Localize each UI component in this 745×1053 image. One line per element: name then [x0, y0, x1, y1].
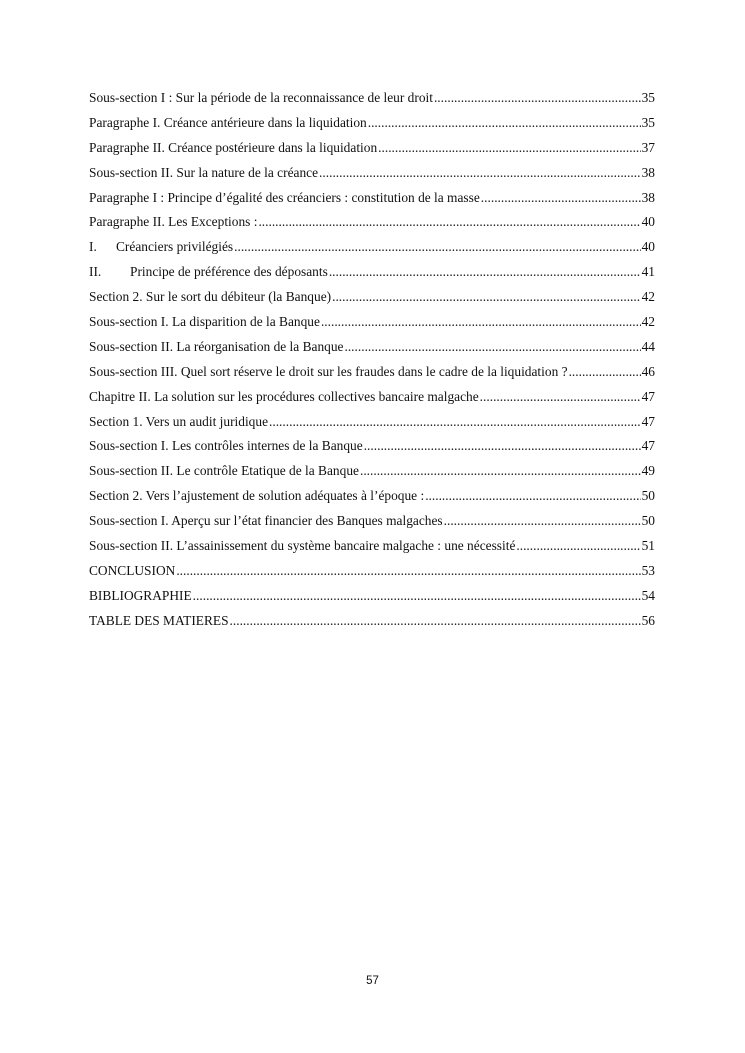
toc-entry-page: 50 — [641, 513, 655, 529]
toc-entry[interactable] — [89, 586, 655, 611]
toc-leader-dots — [230, 611, 641, 631]
toc-entry[interactable] — [89, 237, 655, 262]
toc-entry-label: Sous-section II. Sur la nature de la créance — [89, 164, 319, 180]
toc-entry-label: Paragraphe II. Créance postérieure dans la liquidation — [89, 139, 378, 155]
toc-entry-page: 49 — [641, 463, 655, 479]
toc-entry-page: 47 — [641, 413, 655, 429]
toc-entry-page: 35 — [641, 114, 655, 130]
toc-entry[interactable] — [89, 88, 655, 113]
toc-leader-dots — [193, 586, 641, 606]
toc-entry-page: 56 — [641, 612, 655, 628]
toc-entry-page: 38 — [641, 164, 655, 180]
toc-entry[interactable] — [89, 436, 655, 461]
toc-entry-label: Section 2. Vers l’ajustement de solution adéquates à l’époque : — [89, 488, 425, 504]
toc-entry-page: 40 — [641, 239, 655, 255]
toc-entry[interactable] — [89, 287, 655, 312]
toc-leader-dots — [364, 436, 641, 456]
toc-entry-numeral: II. — [89, 264, 102, 280]
toc-leader-dots — [425, 486, 640, 506]
toc-entry[interactable] — [89, 387, 655, 412]
toc-entry-page: 47 — [641, 388, 655, 404]
toc-entry-label-group — [89, 262, 328, 282]
toc-entry-page: 54 — [641, 587, 655, 603]
toc-entry-label: Paragraphe II. Les Exceptions : — [89, 214, 258, 230]
toc-entry-label-group — [89, 237, 233, 257]
toc-entry[interactable] — [89, 113, 655, 138]
toc-leader-dots — [258, 212, 640, 232]
toc-leader-dots — [569, 362, 641, 382]
toc-entry-page: 42 — [641, 289, 655, 305]
toc-leader-dots — [321, 312, 641, 332]
toc-leader-dots — [444, 511, 641, 531]
toc-entry-page: 46 — [641, 363, 655, 379]
toc-entry-label: Sous-section I. Les contrôles internes de la Banque — [89, 438, 363, 454]
toc-entry-page: 44 — [641, 338, 655, 354]
toc-entry-page: 42 — [641, 314, 655, 330]
toc-entry[interactable] — [89, 511, 655, 536]
toc-entry-page: 41 — [641, 264, 655, 280]
toc-leader-dots — [176, 561, 640, 581]
toc-entry[interactable] — [89, 486, 655, 511]
toc-leader-dots — [360, 461, 641, 481]
toc-leader-dots — [329, 262, 641, 282]
toc-entry[interactable] — [89, 536, 655, 561]
toc-entry-label: CONCLUSION — [89, 562, 176, 578]
toc-entry-label: BIBLIOGRAPHIE — [89, 587, 192, 603]
toc-entry[interactable] — [89, 138, 655, 163]
toc-entry[interactable] — [89, 611, 655, 636]
toc-entry-page: 47 — [641, 438, 655, 454]
toc-entry-page: 53 — [641, 562, 655, 578]
toc-leader-dots — [234, 237, 640, 257]
toc-entry-label: Chapitre II. La solution sur les procédures collectives bancaire malgache — [89, 388, 479, 404]
toc-entry-label: Section 2. Sur le sort du débiteur (la Banque) — [89, 289, 332, 305]
toc-entry-label: Sous-section I. Aperçu sur l’état financier des Banques malgaches — [89, 513, 443, 529]
toc-entry[interactable] — [89, 212, 655, 237]
toc-entry-numeral: I. — [89, 239, 97, 255]
toc-entry[interactable] — [89, 312, 655, 337]
toc-entry-label: Sous-section III. Quel sort réserve le droit sur les fraudes dans le cadre de la liquidation ? — [89, 363, 568, 379]
toc-entry-label: Sous-section II. Le contrôle Etatique de la Banque — [89, 463, 359, 479]
toc-entry-label: Créanciers privilégiés — [116, 239, 234, 255]
toc-entry-label: Paragraphe I. Créance antérieure dans la liquidation — [89, 114, 367, 130]
toc-leader-dots — [378, 138, 640, 158]
toc-entry-page: 51 — [641, 538, 655, 554]
toc-entry[interactable] — [89, 163, 655, 188]
toc-entry[interactable] — [89, 412, 655, 437]
toc-entry-label: Principe de préférence des déposants — [130, 264, 328, 280]
toc-leader-dots — [368, 113, 641, 133]
toc-entry-page: 37 — [641, 139, 655, 155]
toc-entry-label: TABLE DES MATIERES — [89, 612, 229, 628]
toc-entry-page: 35 — [641, 90, 655, 105]
toc-leader-dots — [269, 412, 641, 432]
toc-entry-label: Section 1. Vers un audit juridique — [89, 413, 269, 429]
page-number: 57 — [366, 975, 379, 987]
toc-entry-label: Sous-section I : Sur la période de la reconnaissance de leur droit — [89, 90, 433, 105]
toc-leader-dots — [332, 287, 641, 307]
toc-entry[interactable] — [89, 461, 655, 486]
toc-leader-dots — [319, 163, 641, 183]
toc-entry[interactable] — [89, 188, 655, 213]
toc-entry[interactable] — [89, 561, 655, 586]
toc-entry-page: 40 — [641, 214, 655, 230]
toc-entry[interactable] — [89, 362, 655, 387]
toc-entry-label: Sous-section II. L’assainissement du système bancaire malgache : une nécessité — [89, 538, 516, 554]
toc-entry-label: Sous-section I. La disparition de la Banque — [89, 314, 320, 330]
toc-entry-page: 50 — [641, 488, 655, 504]
toc-entry-page: 38 — [641, 189, 655, 205]
toc-entry-label: Sous-section II. La réorganisation de la Banque — [89, 338, 344, 354]
table-of-contents — [89, 88, 655, 636]
toc-entry[interactable] — [89, 262, 655, 287]
toc-leader-dots — [434, 88, 641, 108]
toc-leader-dots — [516, 536, 640, 556]
toc-entry[interactable] — [89, 337, 655, 362]
toc-leader-dots — [344, 337, 640, 357]
toc-leader-dots — [481, 188, 641, 208]
toc-leader-dots — [480, 387, 641, 407]
toc-entry-label: Paragraphe I : Principe d’égalité des créanciers : constitution de la masse — [89, 189, 480, 205]
